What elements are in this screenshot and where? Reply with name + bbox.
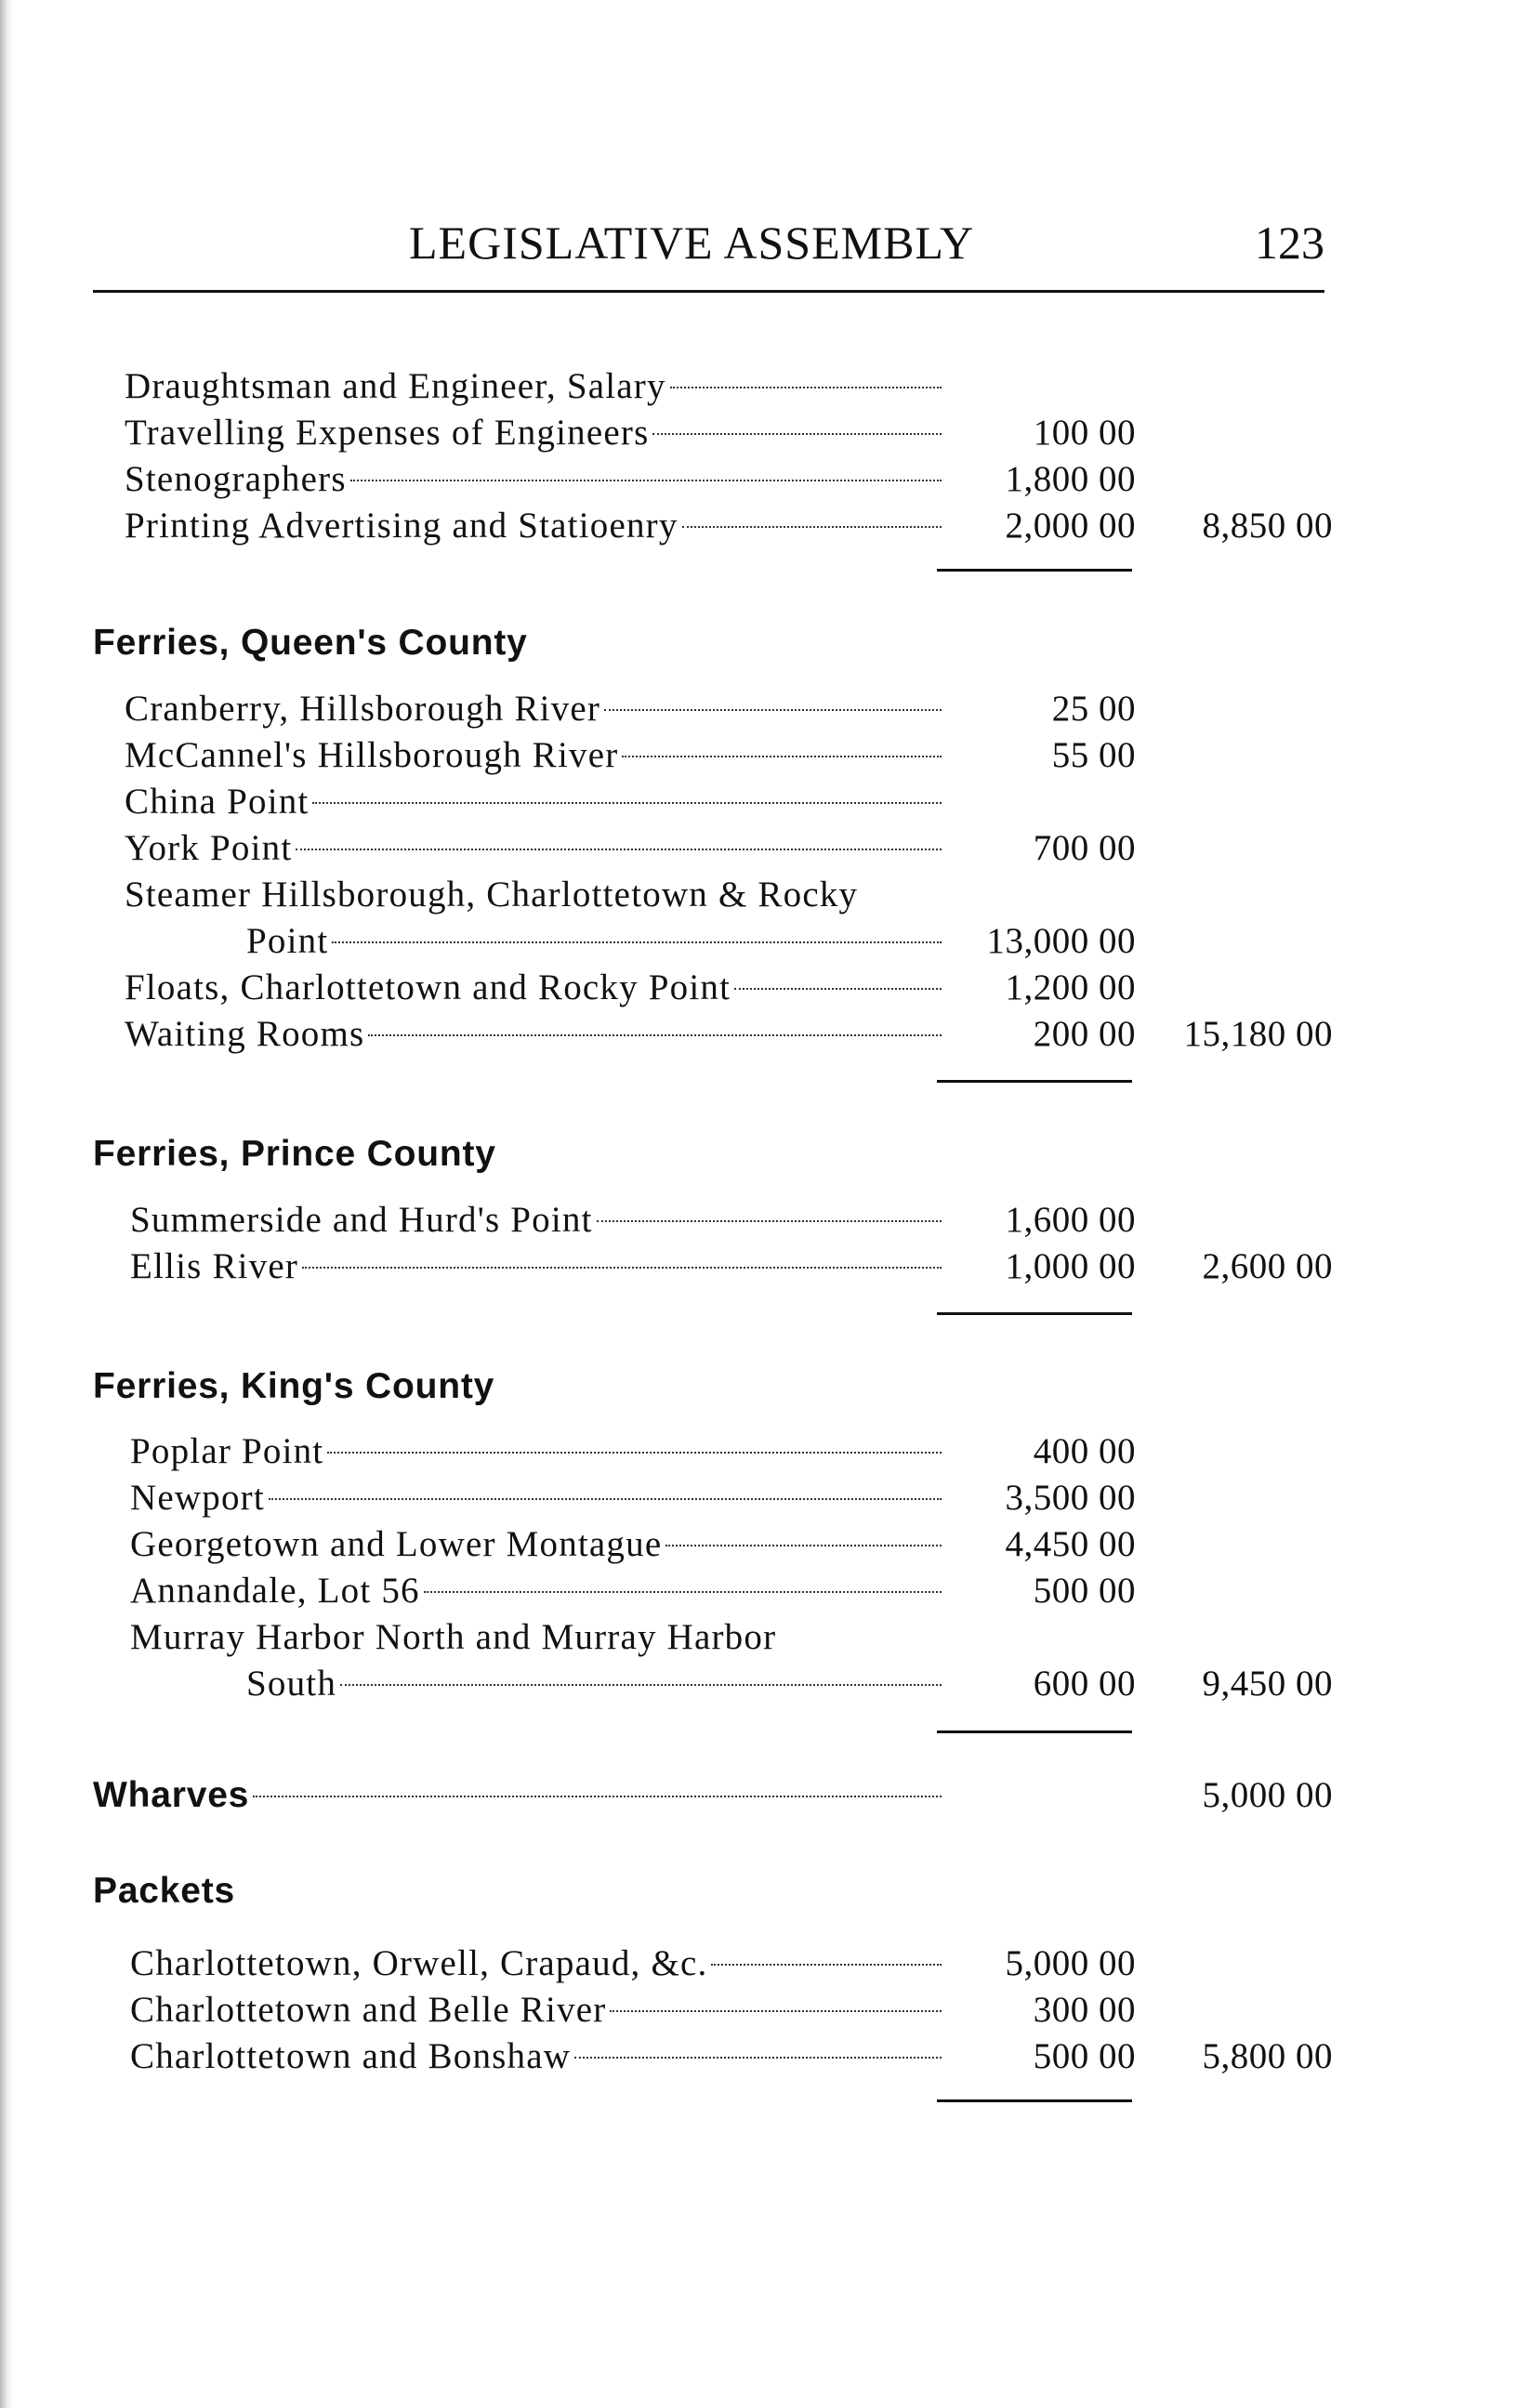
line-item-amount: 300 00 (1033, 1990, 1136, 2030)
line-item (0, 1661, 1515, 1707)
line-item-label: South (246, 1664, 337, 1704)
dot-leader (652, 433, 942, 435)
running-title: LEGISLATIVE ASSEMBLY (409, 217, 975, 269)
dot-leader (424, 1591, 942, 1593)
subtotal-rule (937, 2099, 1132, 2102)
section-total: 8,850 00 (1202, 506, 1333, 546)
line-item (0, 1941, 1515, 1987)
line-item-description (246, 918, 943, 965)
line-item-amount: 13,000 00 (986, 921, 1136, 961)
line-item-label: Charlottetown, Orwell, Crapaud, &c. (130, 1943, 708, 1983)
line-item-amount: 1,200 00 (1005, 967, 1136, 1007)
dot-leader (597, 1220, 942, 1222)
subtotal-rule (937, 569, 1132, 572)
dot-leader (368, 1034, 942, 1036)
line-item (0, 363, 1515, 410)
line-item-amount: 4,450 00 (1005, 1524, 1136, 1564)
dot-leader (574, 2057, 942, 2059)
line-item-label: Draughtsman and Engineer, Salary (125, 366, 666, 406)
line-item-label: Printing Advertising and Statioenry (125, 506, 678, 546)
section-heading: Ferries, Prince County (93, 1134, 496, 1174)
line-item (0, 410, 1515, 456)
section-total: 5,000 00 (1202, 1775, 1333, 1815)
line-item-label: Charlottetown and Bonshaw (130, 2036, 572, 2076)
line-item-amount: 700 00 (1033, 828, 1136, 868)
line-item (0, 1614, 1515, 1661)
line-item-description (125, 872, 943, 918)
dot-leader (622, 756, 942, 757)
section-total: 9,450 00 (1202, 1664, 1333, 1704)
line-item-amount: 1,800 00 (1005, 459, 1136, 499)
header-rule (93, 290, 1324, 293)
line-item-description (125, 1011, 943, 1058)
section-total: 15,180 00 (1183, 1014, 1333, 1054)
line-item (0, 1475, 1515, 1521)
line-item-amount: 3,500 00 (1005, 1478, 1136, 1518)
line-item-amount: 55 00 (1051, 735, 1136, 775)
line-item-description (125, 363, 943, 410)
dot-leader (604, 709, 942, 711)
line-item-amount: 1,000 00 (1005, 1246, 1136, 1286)
line-item-amount: 2,000 00 (1005, 506, 1136, 546)
line-item (0, 918, 1515, 965)
line-item-amount: 500 00 (1033, 2036, 1136, 2076)
line-item-label: Newport (130, 1478, 265, 1518)
line-item-description (130, 1428, 943, 1475)
line-item-description (130, 1475, 943, 1521)
dot-leader (340, 1684, 942, 1686)
line-item-label: Point (246, 921, 329, 961)
line-item-description (130, 1568, 943, 1614)
section-heading-label: Wharves (93, 1775, 250, 1815)
line-item-amount: 400 00 (1033, 1431, 1136, 1471)
dot-leader (350, 480, 942, 481)
line-item (0, 686, 1515, 732)
dot-leader (610, 2010, 942, 2012)
line-item (0, 965, 1515, 1011)
line-item-description (125, 410, 943, 456)
line-item-label: Stenographers (125, 459, 347, 499)
dot-leader (734, 988, 942, 990)
line-item-description (125, 686, 943, 732)
line-item-description (125, 965, 943, 1011)
dot-leader (302, 1267, 942, 1269)
line-item (0, 1243, 1515, 1290)
line-item-label: Murray Harbor North and Murray Harbor (130, 1617, 777, 1657)
line-item-amount: 600 00 (1033, 1664, 1136, 1704)
line-item (0, 779, 1515, 825)
dot-leader (670, 387, 942, 388)
line-item-label: Georgetown and Lower Montague (130, 1524, 663, 1564)
line-item (0, 456, 1515, 503)
line-item-amount: 100 00 (1033, 413, 1136, 453)
line-item-description (125, 779, 943, 825)
line-item-label: Summerside and Hurd's Point (130, 1200, 593, 1240)
line-item-label: York Point (125, 828, 293, 868)
line-item-description (130, 1197, 943, 1243)
line-item-description (130, 1614, 943, 1661)
dot-leader (312, 802, 942, 804)
line-item (0, 872, 1515, 918)
line-item (0, 1987, 1515, 2033)
line-item (0, 1011, 1515, 1058)
section-total-row (0, 1772, 1515, 1819)
line-item-description (130, 1941, 943, 1987)
line-item-label: McCannel's Hillsborough River (125, 735, 619, 775)
subtotal-rule (937, 1312, 1132, 1315)
line-item-amount: 1,600 00 (1005, 1200, 1136, 1240)
line-item-description (130, 2033, 943, 2080)
line-item (0, 2033, 1515, 2080)
section-total: 5,800 00 (1202, 2036, 1333, 2076)
dot-leader (269, 1498, 942, 1500)
line-item-description (125, 456, 943, 503)
line-item (0, 1197, 1515, 1243)
line-item-description (246, 1661, 943, 1707)
line-item (0, 1521, 1515, 1568)
dot-leader (711, 1964, 942, 1966)
line-item (0, 825, 1515, 872)
line-item-amount: 200 00 (1033, 1014, 1136, 1054)
subtotal-rule (937, 1730, 1132, 1733)
line-item (0, 732, 1515, 779)
line-item-description (125, 503, 943, 549)
line-item (0, 1428, 1515, 1475)
section-heading: Ferries, King's County (93, 1366, 495, 1406)
line-item-label: Annandale, Lot 56 (130, 1571, 420, 1611)
line-item-label: Steamer Hillsborough, Charlottetown & Rocky (125, 875, 859, 915)
subtotal-rule (937, 1080, 1132, 1083)
dot-leader (332, 941, 942, 943)
line-item-amount: 25 00 (1051, 689, 1136, 729)
section-heading: Ferries, Queen's County (93, 623, 528, 663)
dot-leader (665, 1545, 942, 1546)
line-item-description (125, 825, 943, 872)
line-item (0, 1568, 1515, 1614)
line-item-label: Cranberry, Hillsborough River (125, 689, 601, 729)
line-item-description (130, 1243, 943, 1290)
dot-leader (682, 526, 942, 528)
line-item-amount: 500 00 (1033, 1571, 1136, 1611)
page-number: 123 (1255, 217, 1324, 269)
line-item-label: Charlottetown and Belle River (130, 1990, 607, 2030)
line-item-label: Waiting Rooms (125, 1014, 365, 1054)
line-item-label: Poplar Point (130, 1431, 324, 1471)
section-total: 2,600 00 (1202, 1246, 1333, 1286)
section-heading: Packets (93, 1871, 236, 1911)
line-item-description (130, 1987, 943, 2033)
line-item-label: China Point (125, 782, 310, 822)
line-item-label: Ellis River (130, 1246, 299, 1286)
line-item-amount: 5,000 00 (1005, 1943, 1136, 1983)
page-header (93, 216, 1324, 290)
line-item-description (125, 732, 943, 779)
line-item-label: Floats, Charlottetown and Rocky Point (125, 967, 731, 1007)
line-item-label: Travelling Expenses of Engineers (125, 413, 650, 453)
line-item (0, 503, 1515, 549)
line-item-description (130, 1521, 943, 1568)
dot-leader (327, 1452, 942, 1454)
dot-leader (296, 849, 942, 850)
